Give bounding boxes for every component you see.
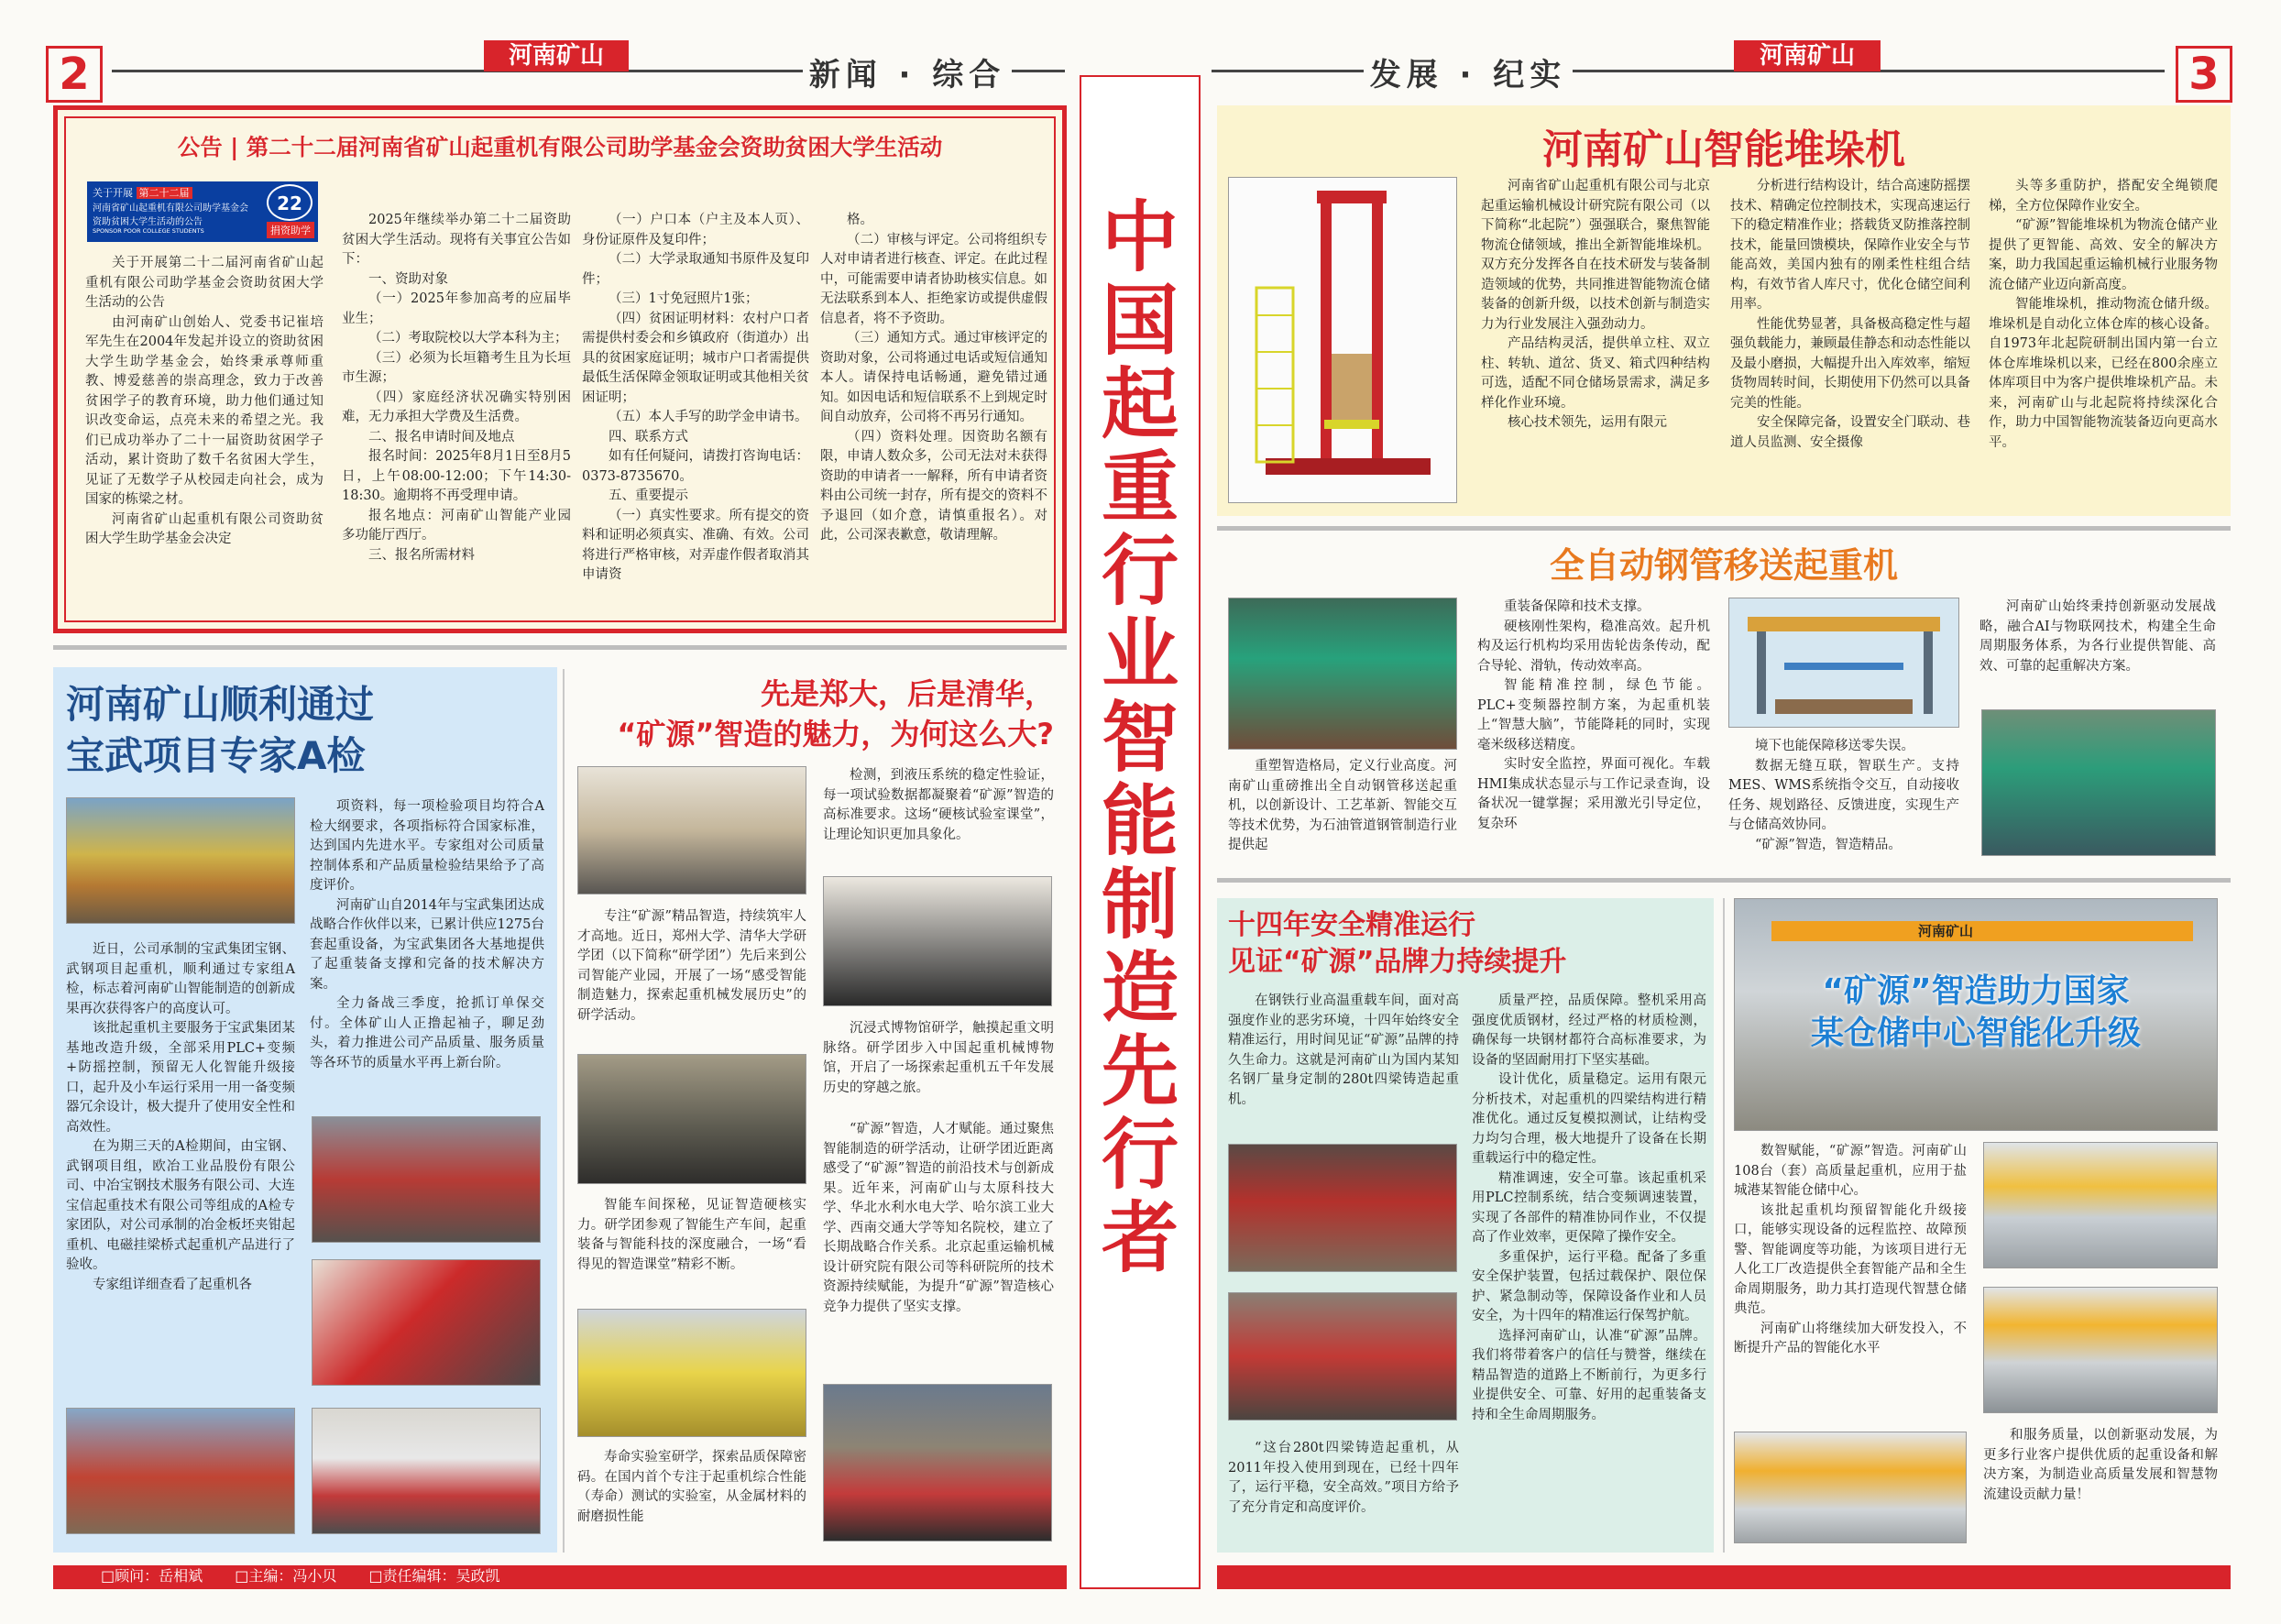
paragraph: 河南省矿山起重机有限公司与北京起重运输机械设计研究院有限公司（以下简称“北起院”）强强联合，聚焦智能物流仓储领域，推出全新智能堆垛机。双方充分发挥各自在技术研发与装备制造领域的优势，共同推进智能物流仓储装备的创新升级，以技术创新与制造实力为行业发展注入强劲动力。	[1481, 179, 1710, 332]
photo-warehouse-2	[1983, 1287, 2218, 1413]
paragraph: 一、资助对象	[368, 271, 448, 287]
center-title-char: 制	[1101, 860, 1179, 949]
photo-research-group-5	[823, 1384, 1052, 1542]
article-f-column	[1734, 1142, 1967, 1359]
center-title-char: 起	[1101, 359, 1179, 449]
article-b-p3: 寿命实验室研学，探索品质保障密码。在国内首个专注于起重机综合性能（寿命）测试的实验室，从金属材料的耐磨损性能	[577, 1450, 806, 1524]
paragraph: 在钢铁行业高温重载车间，面对高强度作业的恶劣环境，十四年始终安全精准运行，用时间见证“矿源”品牌的持久生命力。这就是河南矿山为国内某知名钢厂量身定制的280t四梁铸造起重机。	[1228, 993, 1459, 1107]
divider-right-middle	[1217, 878, 2231, 883]
article-e-column-1b	[1228, 1439, 1459, 1518]
article-a-column-2	[310, 797, 544, 1073]
photo-stacker-crane	[1228, 177, 1457, 503]
paragraph: 河南省矿山起重机有限公司资助贫困大学生助学基金会决定	[85, 511, 324, 546]
footer-responsible: □责任编辑：吴政凯	[368, 1567, 500, 1585]
paragraph: 近日，公司承制的宝武集团宝钢、武钢项目起重机，顺利通过专家组A检，标志着河南矿山智能制造的创新成果再次获得客户的高度认可。	[66, 942, 295, 1016]
brand-logo-left: 河南矿山	[484, 40, 629, 71]
header-rule-right	[1212, 70, 2165, 72]
center-title-char: 先	[1101, 1026, 1179, 1116]
paragraph: 由河南矿山创始人、党委书记崔培军先生在2004年发起并设立的资助贫困大学生助学基金会，始终秉承尊师重教、博爱慈善的崇高理念，致力于改善贫困学子的教育环境，助力他们通过知识改变命运，点亮未来的希望之光。我们已成功举办了二十一届资助贫困学子活动，累计资助了数千名贫困大学生，见证了无数学子从校园走向社会，成为国家的栋梁之材。	[85, 314, 324, 507]
article-e-box	[1217, 898, 1714, 1553]
donation-badge: 捐资助学	[267, 222, 314, 238]
paragraph: （二）考取院校以大学本科为主；	[368, 331, 568, 346]
paragraph: 智能堆垛机，推动物流仓储升级。堆垛机是自动化立体仓库的核心设备。自1973年北起院研制出国内第一台立体仓库堆垛机以来，已经在800余座立体库项目中为客户提供堆垛机产品。未来，河南矿山与北起院将持续深化合作，助力中国智能物流装备迈向更高水平。	[1989, 297, 2218, 450]
paragraph: （一）户口本（户主及本人页）、身份证原件及复印件；	[582, 213, 809, 247]
left-page-number: 2	[46, 46, 103, 103]
paragraph: 智能精准控制，绿色节能。PLC+变频器控制方案，为起重机装上“智慧大脑”，节能降耗的同时，实现毫米级移送精度。	[1477, 678, 1710, 752]
article-a-title-line2: 宝武项目专家A检	[66, 733, 366, 778]
center-title-char: 者	[1101, 1193, 1179, 1283]
brand-logo-right: 河南矿山	[1734, 40, 1881, 71]
article-b-title-line2: “矿源”智造的魅力，为何这么大?	[617, 717, 1054, 752]
paragraph: 如有任何疑问，请拨打咨询电话：0373-8735670。	[582, 449, 809, 484]
center-title-char: 能	[1101, 776, 1179, 866]
paragraph: （三）通知方式。通过审核评定的资助对象，公司将通过电话或短信通知本人。请保持电话畅通，避免错过通知。如因电话和短信联系不上到规定时间自动放弃，公司将不再另行通知。	[820, 331, 1047, 424]
article-c-column-2	[1730, 177, 1970, 453]
paragraph: 选择河南矿山，认准“矿源”品牌。我们将带着客户的信任与赞誉，继续在精品智造的道路上不断前行，为更多行业提供安全、可靠、好用的起重装备支持和全生命周期服务。	[1472, 1328, 1706, 1422]
notice-title: 公告 | 第二十二届河南省矿山起重机有限公司助学基金会资助贫困大学生活动	[177, 134, 943, 160]
paragraph: （五）本人手写的助学金申请书。	[609, 410, 808, 424]
article-d-column-2	[1477, 598, 1710, 834]
article-f-title-line1: “矿源”智造助力国家	[1822, 972, 2130, 1010]
photo-research-group-2	[577, 1054, 806, 1184]
paragraph: 在为期三天的A检期间，由宝钢、武钢项目组，欧冶工业品股份有限公司、中冶宝钢技术服务有限公司、大连宝信起重技术有限公司等组成的A检专家团队，对公司承制的冶金板坯夹钳起重机、电磁挂梁桥式起重机产品进行了验收。	[66, 1139, 295, 1272]
paragraph: 五、重要提示	[609, 488, 688, 503]
article-c-column-3	[1989, 177, 2218, 453]
article-b-p5: 沉浸式博物馆研学，触摸起重文明脉络。研学团步入中国起重机械博物馆，开启了一场探索起重机五千年发展历史的穿越之旅。	[823, 1021, 1054, 1095]
footer-right	[1217, 1565, 2231, 1589]
photo-crane-inspection	[66, 797, 295, 924]
paragraph: （四）家庭经济状况确实特别困难，无力承担大学费及生活费。	[342, 390, 571, 424]
notice-banner: 关于开展 第二十二届 河南省矿山起重机有限公司助学基金会 资助贫困大学生活动的公告 SPONSOR POOR COLLEGE STUDENTS 22 捐资助学	[87, 181, 318, 242]
article-a-column-1	[66, 940, 295, 1295]
article-f-title-line2: 某仓储中心智能化升级	[1810, 1015, 2141, 1052]
paragraph: 河南矿山自2014年与宝武集团达成战略合作伙伴以来，已累计供应1275台套起重设备，为宝武集团各大基地提供了起重装备支撑和完备的技术解决方案。	[310, 897, 544, 992]
paragraph: （三）必须为长垣籍考生且为长垣市生源；	[342, 350, 571, 385]
footer-editor: □主编：冯小贝	[235, 1567, 337, 1585]
article-e-column-2	[1472, 992, 1706, 1425]
paragraph: （一）2025年参加高考的应届毕业生；	[342, 291, 571, 326]
section-title-right: 发展 · 纪实	[1364, 49, 1573, 90]
center-vertical-title	[1081, 77, 1199, 1283]
article-d-p1: 重塑智造格局，定义行业高度。河南矿山重磅推出全自动钢管移送起重机，以创新设计、工艺革新、智能交互等技术优势，为石油管道钢管制造行业提供起	[1228, 759, 1457, 852]
paragraph: 该批起重机主要服务于宝武集团某基地改造升级，全部采用PLC+变频+防摇控制，预留无人化智能升级接口，起升及小车运行采用一用一备变频器冗余设计，极大提升了使用安全性和高效性。	[66, 1021, 295, 1135]
paragraph: 设计优化，质量稳定。运用有限元分析技术，对起重机的四梁结构进行精准优化。通过反复模拟测试，让结构受力均匀合理，极大地提升了设备在长期重载运行中的稳定性。	[1472, 1072, 1706, 1166]
paragraph: 质量严控，品质保障。整机采用高强度优质钢材，经过严格的材质检测，确保每一块钢材都符合高标准要求，为设备的坚固耐用打下坚实基础。	[1472, 993, 1706, 1068]
notice-column-3	[582, 211, 809, 586]
paragraph: 三、报名所需材料	[368, 547, 475, 563]
notice-column-4	[820, 211, 1047, 546]
photo-warehouse-crane	[1734, 898, 2218, 1131]
paragraph: （二）大学录取通知书原件及复印件；	[582, 252, 809, 287]
article-c-title: 河南矿山智能堆垛机	[1542, 126, 1905, 173]
photo-warehouse-1	[1983, 1142, 2218, 1268]
notice-box	[53, 105, 1067, 633]
paragraph: 数据无缝互联，智联生产。支持MES、WMS系统指令交互，自动接收任务、规划路径、反馈进度，实现生产与仓储高效协同。	[1728, 758, 1959, 832]
photo-casting-crane-2	[1228, 1292, 1457, 1421]
paragraph: 头等多重防护，搭配安全绳锁爬梯，全方位保障作业安全。	[1989, 179, 2218, 214]
paragraph: 报名时间：2025年8月1日至8月5日，上午08:00-12:00；下午14:30-18:30。逾期将不再受理申请。	[342, 449, 571, 503]
photo-warehouse-3	[1734, 1432, 1967, 1543]
paragraph: （一）真实性要求。所有提交的资料和证明必须真实、准确、有效。公司将进行严格审核，对弄虚作假者取消其申请资	[582, 508, 809, 582]
paragraph: 重装备保障和技术支撑。	[1504, 599, 1650, 614]
paragraph: 四、联系方式	[609, 429, 688, 444]
article-b-p4: 检测，到液压系统的稳定性验证，每一项试验数据都凝聚着“矿源”智造的高标准要求。这场“硬核试验室课堂”，让理论知识更加具象化。	[823, 768, 1054, 842]
paragraph: 河南矿山将继续加大研发投入，不断提升产品的智能化水平	[1734, 1321, 1967, 1355]
photo-workshop-a1	[312, 1116, 541, 1243]
photo-research-group-1	[577, 766, 806, 894]
center-title-char: 中	[1101, 192, 1179, 282]
right-page-number: 3	[2176, 46, 2232, 103]
column-divider-right	[1723, 898, 1725, 1553]
center-banner	[1080, 75, 1201, 1589]
article-c-column-1	[1481, 177, 1710, 433]
paragraph: 报名地点：河南矿山智能产业园 多功能厅西厅。	[342, 508, 571, 543]
column-divider-left	[563, 669, 565, 1553]
photo-research-group-3	[577, 1309, 806, 1437]
anniversary-22-icon: 22	[267, 184, 313, 221]
center-title-char: 行	[1101, 1110, 1179, 1200]
article-b-title-line1: 先是郑大，后是清华，	[760, 676, 1054, 711]
paragraph: 2025年继续举办第二十二届资助贫困大学生活动。现将有关事宜公告如下：	[342, 213, 571, 267]
article-e-column-1	[1228, 992, 1459, 1110]
article-a-title-line1: 河南矿山顺利通过	[66, 682, 375, 727]
paragraph: 数智赋能，“矿源”智造。河南矿山108台（套）高质量起重机，应用于盐城港某智能仓储中心。	[1734, 1144, 1967, 1198]
crane-girder	[1771, 921, 2193, 941]
paragraph: 实时安全监控，界面可视化。车载HMI集成状态显示与工作记录查询，设备状况一键掌握；采用激光引导定位，复杂环	[1477, 757, 1710, 831]
center-title-char: 行	[1101, 526, 1179, 616]
article-f-bottom: 和服务质量，以创新驱动发展，为更多行业客户提供优质的起重设备和解决方案，为制造业高质量发展和智慧物流建设贡献力量！	[1983, 1428, 2218, 1502]
paragraph: 项资料，每一项检验项目均符合A检大纲要求，各项指标符合国家标准，达到国内先进水平。专家组对公司质量控制体系和产品质量检验结果给予了高度评价。	[310, 799, 544, 893]
paragraph: 核心技术领先，运用有限元	[1508, 415, 1667, 430]
center-title-char: 业	[1101, 609, 1179, 699]
paragraph: （四）资料处理。因资助名额有限，申请人数众多，公司无法对未获得资助的申请者一一解释，所有申请者资料由公司统一封存，所有提交的资料不予退回（如介意，请慎重报名）。对此，公司深表歉意，敬请理解。	[820, 429, 1047, 543]
paragraph: （三）1寸免冠照片1张；	[609, 291, 759, 306]
photo-workshop-a4	[312, 1408, 541, 1534]
article-b-p2: 智能车间探秘，见证智造硬核实力。研学团参观了智能生产车间，起重装备与智能科技的深度融合，一场“看得见的智造课堂”精彩不断。	[577, 1198, 806, 1272]
article-e-title-line2: 见证“矿源”品牌力持续提升	[1228, 946, 1567, 978]
paragraph: 关于开展第二十二届河南省矿山起重机有限公司助学基金会资助贫困大学生活动的公告	[85, 256, 324, 310]
paragraph: （四）贫困证明材料：农村户口者需提供村委会和乡镇政府（街道办）出具的贫困家庭证明；城市户口者需提供最低生活保障金领取证明或其他相关贫困证明；	[582, 311, 809, 405]
paragraph: 性能优势显著，具备极高稳定性与超强负载能力，兼顾最佳静态和动态性能以及最小磨损，大幅提升出入库效率，缩短货物周转时间，长期使用下仍然可以具备完美的性能。	[1730, 316, 1970, 411]
photo-workshop-a2	[312, 1259, 541, 1386]
photo-casting-crane-1	[1228, 1144, 1457, 1272]
paragraph: 全力备战三季度，抢抓订单保交付。全体矿山人正撸起袖子，聊足劲头，着力推进公司产品质量、服务质量等各环节的质量水平再上新台阶。	[310, 996, 544, 1070]
center-title-char: 造	[1101, 943, 1179, 1033]
paragraph: 产品结构灵活，提供单立柱、双立柱、转轨、道岔、货叉、箱式四种结构可选，适配不同仓储场景需求，满足多样化作业环境。	[1481, 336, 1710, 411]
paragraph: （二）审核与评定。公司将组织专人对申请者进行核查、评定。在此过程中，可能需要申请者协助核实信息。如无法联系到本人、拒绝家访或提供虚假信息者，将不予资助。	[820, 232, 1047, 326]
paragraph: “这台280t四梁铸造起重机，从2011年投入使用到现在，已经十四年了，运行平稳，安全高效。”项目方给予了充分肯定和高度评价。	[1228, 1441, 1459, 1515]
article-b-p6: “矿源”智造，人才赋能。通过聚焦智能制造的研学活动，让研学团近距离感受了“矿源”智造的前沿技术与创新成果。近年来，河南矿山与太原科技大学、华北水利水电大学、哈尔滨工业大学、西南交通大学等知名院校，建立了长期战略合作关系。北京起重运输机械设计研究院有限公司等科研院所的技术资源持续赋能，为提升“矿源”智造核心竞争力提供了坚实支撑。	[823, 1122, 1054, 1314]
article-a-box	[53, 667, 557, 1553]
photo-research-group-4	[823, 876, 1052, 1006]
article-b-p1: 专注“矿源”精品智造，持续筑牢人才高地。近日，郑州大学、清华大学研学团（以下简称“研学团”）先后来到公司智能产业园，开展了一场“感受智能制造魅力，探索起重机械发展历史”的研学活动。	[577, 909, 806, 1023]
photo-pipe-crane-1	[1228, 598, 1457, 750]
footer-left	[53, 1565, 1067, 1589]
center-title-char: 重	[1101, 443, 1179, 532]
divider-right-top	[1217, 526, 2231, 531]
paragraph: 境下也能保障移送零失误。	[1755, 739, 1914, 753]
footer-advisor: □顾问：岳相斌	[101, 1567, 203, 1585]
photo-pipe-crane-3	[1981, 709, 2216, 856]
photo-workshop-a3	[66, 1408, 295, 1534]
article-d-title: 全自动钢管移送起重机	[1549, 545, 1898, 586]
paragraph: 多重保护，运行平稳。配备了多重安全保护装置，包括过载保护、限位保护、紧急制动等，保障设备作业和人员安全，为十四年的精准运行保驾护航。	[1472, 1249, 1706, 1323]
crane-brand-label: 河南矿山	[1918, 923, 1974, 939]
article-c-box	[1217, 105, 2231, 516]
paragraph: 精准调速，安全可靠。该起重机采用PLC控制系统，结合变频调速装置，实现了各部件的精准协同作业，不仅提高了作业效率，更保障了操作安全。	[1472, 1170, 1706, 1245]
paragraph: 分析进行结构设计，结合高速防摇摆技术、精确定位控制技术，实现高速运行下的稳定精准作业；搭载货叉防推落控制技术，能量回馈模块，保障作业安全与节能高效，美国内独有的刚柔性柱组合结构，有效节省人库尺寸，优化仓储空间利用率。	[1730, 179, 1970, 312]
paragraph: “矿源”智造，智造精品。	[1755, 837, 1902, 852]
paragraph: 专家组详细查看了起重机各	[93, 1277, 252, 1292]
notice-column-1	[85, 254, 324, 550]
article-d-column-3	[1728, 737, 1959, 855]
paragraph: 安全保障完备，设置安全门联动、巷道人员监测、安全摄像	[1730, 415, 1970, 450]
paragraph: “矿源”智能堆垛机为物流仓储产业提供了更智能、高效、安全的解决方案，助力我国起重运输机械行业服务物流仓储产业迈向新高度。	[1989, 218, 2218, 292]
paragraph: 二、报名申请时间及地点	[368, 429, 515, 444]
article-e-title-line1: 十四年安全精准运行	[1228, 909, 1475, 941]
photo-pipe-crane-2	[1728, 598, 1959, 728]
notice-column-2	[342, 211, 571, 565]
gantry-crane-icon	[1729, 598, 1959, 728]
section-title-left: 新闻 · 综合	[803, 49, 1012, 90]
divider-left-top	[53, 645, 1067, 650]
paragraph: 该批起重机均预留智能化升级接口，能够实现设备的远程监控、故障预警、智能调度等功能，为该项目进行无人化工厂改造提供全套智能产品和全生命周期服务，助力其打造现代智慧仓储典范。	[1734, 1202, 1967, 1316]
center-title-char: 智	[1101, 693, 1179, 783]
paragraph: 硬核刚性架构，稳准高效。起升机构及运行机构均采用齿轮齿条传动，配合导轮、滑轨，传动效率高。	[1477, 619, 1710, 674]
article-d-p9: 河南矿山始终秉持创新驱动发展战略，融合AI与物联网技术，构建全生命周期服务体系，为各行业提供智能、高效、可靠的起重解决方案。	[1979, 599, 2216, 674]
stacker-crane-icon	[1229, 178, 1457, 503]
center-title-char: 国	[1101, 276, 1179, 366]
paragraph: 格。	[847, 213, 873, 227]
